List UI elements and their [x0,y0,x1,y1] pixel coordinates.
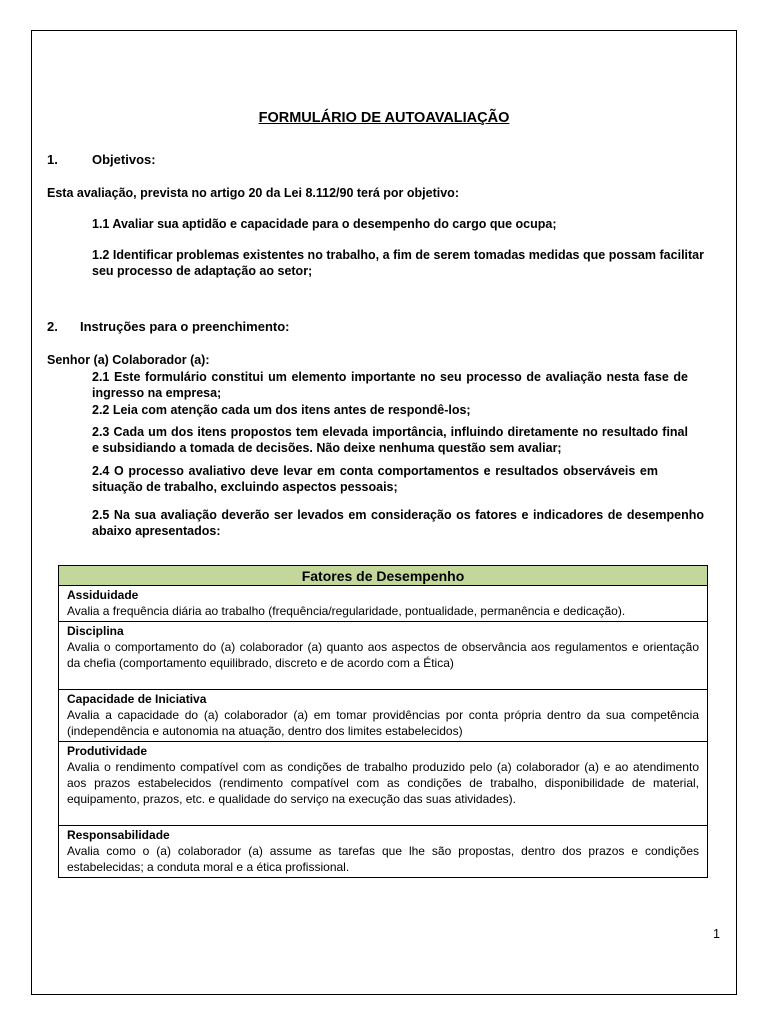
factor-title: Responsabilidade [67,828,170,842]
section2-heading: Instruções para o preenchimento: [80,319,290,334]
section2-item-3: 2.3 Cada um dos itens propostos tem elevada importância, influindo diretamente no resultado final e subsidiando a tomada de decisões. Não deixe nenhuma questão sem avaliar; [92,425,688,455]
table-row [59,622,708,690]
section2-number: 2. [47,319,58,334]
factor-title: Produtividade [67,744,148,758]
table-header: Fatores de Desempenho [59,566,708,586]
factor-description: Avalia o rendimento compatível com as condições de trabalho produzido pelo (a) colaborador (a) e ao atendimento aos prazos estabelecidos (rendimento compatível com as condições de trabalho, disponibilidade de material, equipamento, prazos, etc. e qualidade do serviço na execução das suas atividades). [67,760,699,806]
performance-factors-table [58,565,708,878]
section1-intro: Esta avaliação, prevista no artigo 20 da Lei 8.112/90 terá por objetivo: [47,186,459,200]
factor-responsabilidade [59,826,708,878]
section1-item-2: 1.2 Identificar problemas existentes no trabalho, a fim de serem tomadas medidas que possam facilitar seu processo de adaptação ao setor; [92,248,704,278]
table-row [59,826,708,878]
section2-item-4: 2.4 O processo avaliativo deve levar em conta comportamentos e resultados observáveis em situação de trabalho, excluindo aspectos pessoais; [92,464,658,494]
factor-capacidade-iniciativa [59,690,708,742]
factor-title: Capacidade de Iniciativa [67,692,207,706]
factor-title: Assiduidade [67,588,139,602]
factor-description: Avalia a frequência diária ao trabalho (frequência/regularidade, pontualidade, permanência e dedicação). [67,604,626,618]
factor-description: Avalia como o (a) colaborador (a) assume as tarefas que lhe são propostas, dentro dos prazos e condições estabelecidas; a conduta moral e a ética profissional. [67,844,699,874]
section2-item-5: 2.5 Na sua avaliação deverão ser levados em consideração os fatores e indicadores de desempenho abaixo apresentados: [92,508,704,538]
section2-item-1: 2.1 Este formulário constitui um elemento importante no seu processo de avaliação nesta fase de ingresso na empresa; [92,370,688,400]
section1-heading: Objetivos: [92,152,156,167]
factor-produtividade [59,742,708,826]
page-title: FORMULÁRIO DE AUTOAVALIAÇÃO [258,110,510,126]
factor-title: Disciplina [67,624,124,638]
section2-item-2: 2.2 Leia com atenção cada um dos itens antes de respondê-los; [92,403,471,417]
factor-assiduidade [59,586,708,622]
table-row [59,690,708,742]
factor-disciplina [59,622,708,690]
section1-number: 1. [47,152,58,167]
factor-description: Avalia a capacidade do (a) colaborador (a) em tomar providências por conta própria dentro da sua competência (independência e autonomia na atuação, dentro dos limites estabelecidos) [67,708,699,738]
table-row [59,586,708,622]
table-row [59,742,708,826]
section1-item-1: 1.1 Avaliar sua aptidão e capacidade para o desempenho do cargo que ocupa; [92,217,557,231]
factor-description: Avalia o comportamento do (a) colaborador (a) quanto aos aspectos de observância aos regulamentos e orientação da chefia (comportamento equilibrado, discreto e de acordo com a Ética) [67,640,699,670]
page-number: 1 [713,927,720,941]
section2-intro: Senhor (a) Colaborador (a): [47,353,210,367]
